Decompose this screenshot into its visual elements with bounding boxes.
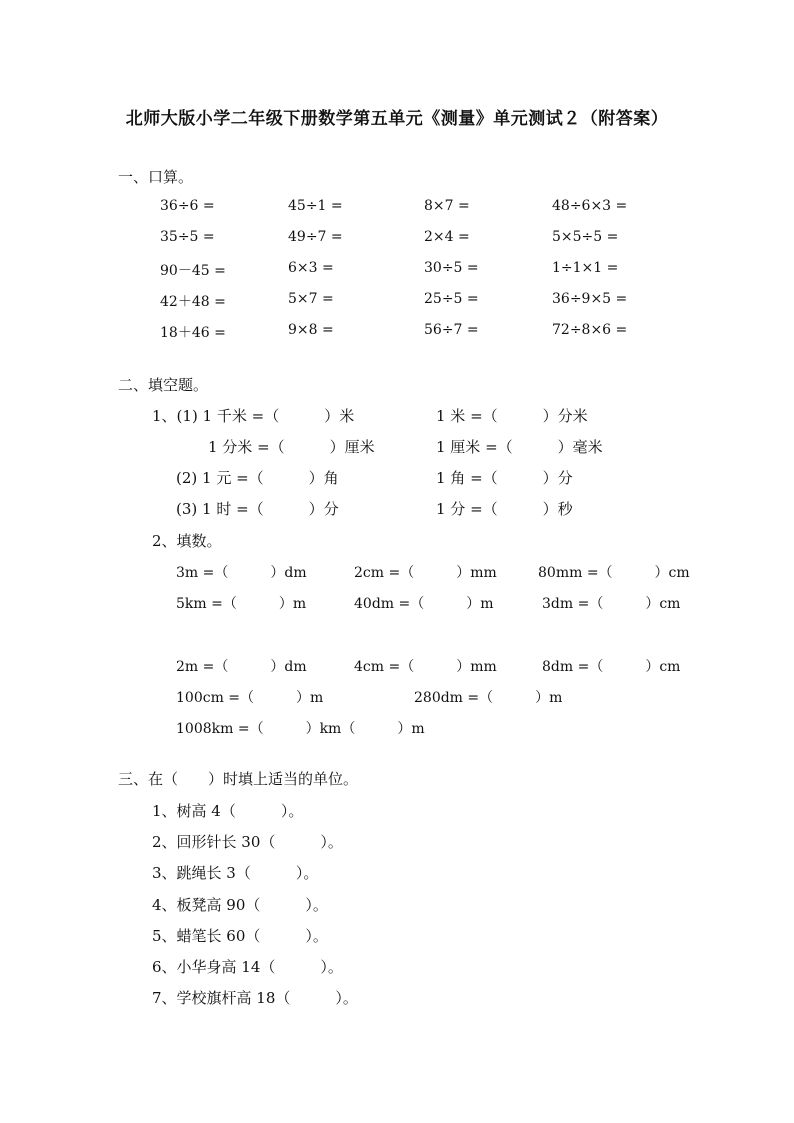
calc-r4-c3: 25÷5 = xyxy=(424,291,479,307)
calc-r5-c1: 18＋46 = xyxy=(160,325,226,341)
fill-q2-label: 2、填数。 xyxy=(152,532,222,550)
fill-q2-r3-c3: 8dm =（ ）cm xyxy=(542,659,681,675)
calc-r2-c1: 35÷5 = xyxy=(160,229,215,245)
section-2-heading: 二、填空题。 xyxy=(118,376,209,394)
section-1-heading: 一、口算。 xyxy=(118,168,194,186)
fill-q2-r2-c2: 40dm =（ ）m xyxy=(354,596,494,612)
units-item-4: 4、板凳高 90（ ）。 xyxy=(152,896,328,914)
calc-r4-c4: 36÷9×5 = xyxy=(552,291,628,307)
units-item-5: 5、蜡笔长 60（ ）。 xyxy=(152,927,328,945)
fill-q2-r1-c1: 3m =（ ）dm xyxy=(176,565,307,581)
calc-r2-c4: 5×5÷5 = xyxy=(552,229,619,245)
units-item-1: 1、树高 4（ ）。 xyxy=(152,802,304,820)
calc-r3-c1: 90－45 = xyxy=(160,263,226,279)
calc-r5-c3: 56÷7 = xyxy=(424,322,479,338)
calc-r2-c2: 49÷7 = xyxy=(288,229,343,245)
calc-r1-c4: 48÷6×3 = xyxy=(552,198,628,214)
fill-q2-r1-c3: 80mm =（ ）cm xyxy=(538,565,690,581)
calc-r4-c2: 5×7 = xyxy=(288,291,334,307)
fill-q2-r1-c2: 2cm =（ ）mm xyxy=(354,565,497,581)
calc-r3-c2: 6×3 = xyxy=(288,260,334,276)
page-title: 北师大版小学二年级下册数学第五单元《测量》单元测试２（附答案） xyxy=(125,109,669,129)
fill-q1-r4-right: 1 分 =（ ）秒 xyxy=(436,500,573,518)
calc-r3-c3: 30÷5 = xyxy=(424,260,479,276)
calc-r1-c3: 8×7 = xyxy=(424,198,470,214)
fill-q2-r4-c1: 100cm =（ ）m xyxy=(176,690,324,706)
fill-q2-r5-c1: 1008km =（ ）km（ ）m xyxy=(176,721,425,737)
fill-q1-r3-right: 1 角 =（ ）分 xyxy=(436,469,573,487)
fill-q1-r1-left: 1、(1) 1 千米 =（ ）米 xyxy=(152,407,355,425)
fill-q1-r2-left: 1 分米 =（ ）厘米 xyxy=(208,438,375,456)
calc-r4-c1: 42＋48 = xyxy=(160,294,226,310)
units-item-2: 2、回形针长 30（ ）。 xyxy=(152,833,343,851)
fill-q2-r2-c3: 3dm =（ ）cm xyxy=(542,596,681,612)
fill-q2-r3-c1: 2m =（ ）dm xyxy=(176,659,307,675)
fill-q1-r3-left: (2) 1 元 =（ ）角 xyxy=(176,469,339,487)
fill-q1-r4-left: (3) 1 时 =（ ）分 xyxy=(176,500,339,518)
calc-r5-c4: 72÷8×6 = xyxy=(552,322,628,338)
calc-r2-c3: 2×4 = xyxy=(424,229,470,245)
calc-r1-c1: 36÷6 = xyxy=(160,198,215,214)
fill-q1-r2-right: 1 厘米 =（ ）毫米 xyxy=(436,438,603,456)
fill-q2-r3-c2: 4cm =（ ）mm xyxy=(354,659,497,675)
units-item-3: 3、跳绳长 3（ ）。 xyxy=(152,864,319,882)
units-item-6: 6、小华身高 14（ ）。 xyxy=(152,958,343,976)
calc-r1-c2: 45÷1 = xyxy=(288,198,343,214)
fill-q1-r1-right: 1 米 =（ ）分米 xyxy=(436,407,588,425)
fill-q2-r4-c2: 280dm =（ ）m xyxy=(414,690,563,706)
units-item-7: 7、学校旗杆高 18（ ）。 xyxy=(152,989,358,1007)
calc-r5-c2: 9×8 = xyxy=(288,322,334,338)
fill-q2-r2-c1: 5km =（ ）m xyxy=(176,596,307,612)
calc-r3-c4: 1÷1×1 = xyxy=(552,260,619,276)
section-3-heading: 三、在（ ）时填上适当的单位。 xyxy=(118,770,359,788)
